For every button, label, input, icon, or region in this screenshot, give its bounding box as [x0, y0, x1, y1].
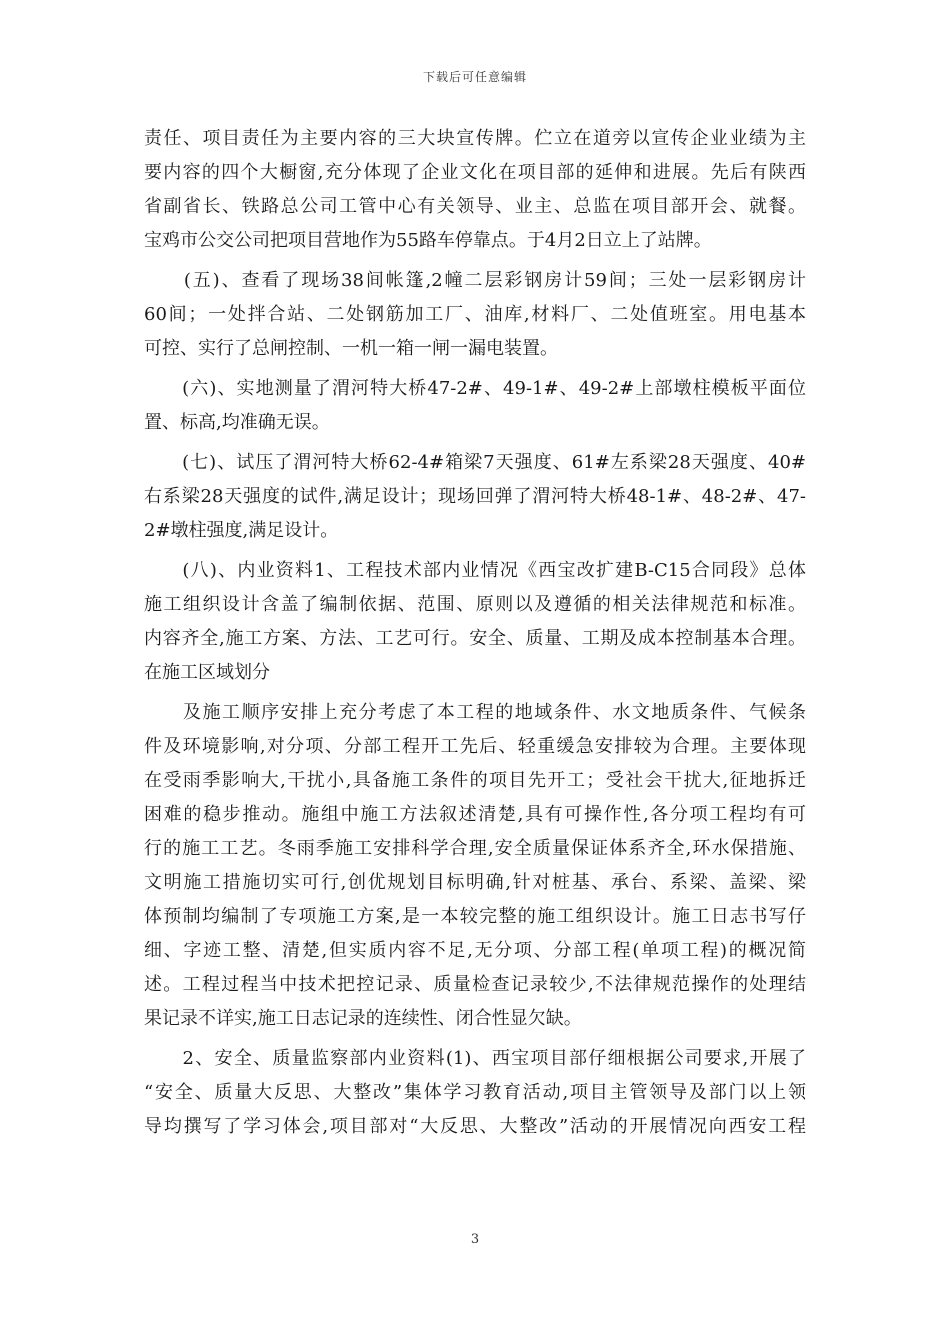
paragraph — [144, 554, 806, 690]
text-line: 述。工程过程当中技术把控记录、质量检查记录较少,不法律规范操作的处理结 — [144, 974, 806, 995]
text-line: 右系梁28天强度的试件,满足设计；现场回弹了渭河特大桥48-1#、48-2#、47- — [144, 486, 806, 507]
text-line: 件及环境影响,对分项、分部工程开工先后、轻重缓急安排较为合理。主要体现 — [144, 736, 806, 757]
text-line: 60间；一处拌合站、二处钢筋加工厂、油库,材料厂、二处值班室。用电基本 — [144, 304, 806, 325]
page-header: 下载后可任意编辑 — [422, 70, 527, 84]
text-line: (六)、实地测量了渭河特大桥47-2#、49-1#、49-2#上部墩柱模板平面位 — [144, 378, 806, 399]
paragraph — [144, 1042, 806, 1144]
text-line: 及施工顺序安排上充分考虑了本工程的地域条件、水文地质条件、气候条 — [144, 702, 806, 723]
text-line: 2#墩柱强度,满足设计。 — [144, 520, 339, 541]
text-line: 内容齐全,施工方案、方法、工艺可行。安全、质量、工期及成本控制基本合理。 — [144, 628, 806, 649]
text-line: 细、字迹工整、清楚,但实质内容不足,无分项、分部工程(单项工程)的概况简 — [144, 940, 806, 961]
text-line: (七)、试压了渭河特大桥62-4#箱梁7天强度、61#左系梁28天强度、40# — [144, 452, 806, 473]
document-body — [144, 122, 806, 1144]
paragraph — [144, 122, 806, 258]
text-line: 责任、项目责任为主要内容的三大块宣传牌。伫立在道旁以宣传企业业绩为主 — [144, 128, 806, 149]
paragraph — [144, 696, 806, 1036]
text-line: (八)、内业资料1、工程技术部内业情况《西宝改扩建B-C15合同段》总体 — [144, 560, 806, 581]
text-line: 宝鸡市公交公司把项目营地作为55路车停靠点。于4月2日立上了站牌。 — [144, 230, 712, 251]
text-line: 文明施工措施切实可行,创优规划目标明确,针对桩基、承台、系梁、盖梁、梁 — [144, 872, 806, 893]
text-line: 要内容的四个大橱窗,充分体现了企业文化在项目部的延伸和进展。先后有陕西 — [144, 162, 806, 183]
paragraph — [144, 372, 806, 440]
text-line: 在施工区域划分 — [144, 662, 270, 683]
text-line: 行的施工工艺。冬雨季施工安排科学合理,安全质量保证体系齐全,环水保措施、 — [144, 838, 806, 859]
paragraph — [144, 264, 806, 366]
text-line: (五)、查看了现场38间帐篷,2幢二层彩钢房计59间；三处一层彩钢房计 — [144, 270, 806, 291]
text-line: 置、标高,均准确无误。 — [144, 412, 330, 433]
text-line: 省副省长、铁路总公司工管中心有关领导、业主、总监在项目部开会、就餐。 — [144, 196, 806, 217]
text-line: 导均撰写了学习体会,项目部对“大反思、大整改”活动的开展情况向西安工程 — [144, 1116, 806, 1137]
text-line: 2、安全、质量监察部内业资料(1)、西宝项目部仔细根据公司要求,开展了 — [144, 1048, 806, 1069]
text-line: 果记录不详实,施工日志记录的连续性、闭合性显欠缺。 — [144, 1008, 582, 1029]
text-line: “安全、质量大反思、大整改”集体学习教育活动,项目主管领导及部门以上领 — [144, 1082, 806, 1103]
paragraph — [144, 446, 806, 548]
text-line: 施工组织设计含盖了编制依据、范围、原则以及遵循的相关法律规范和标准。 — [144, 594, 806, 615]
text-line: 体预制均编制了专项施工方案,是一本较完整的施工组织设计。施工日志书写仔 — [144, 906, 806, 927]
page-number: 3 — [470, 1232, 480, 1247]
text-line: 在受雨季影响大,干扰小,具备施工条件的项目先开工；受社会干扰大,征地拆迁 — [144, 770, 806, 791]
text-line: 困难的稳步推动。施组中施工方法叙述清楚,具有可操作性,各分项工程均有可 — [144, 804, 806, 825]
text-line: 可控、实行了总闸控制、一机一箱一闸一漏电装置。 — [144, 338, 558, 359]
